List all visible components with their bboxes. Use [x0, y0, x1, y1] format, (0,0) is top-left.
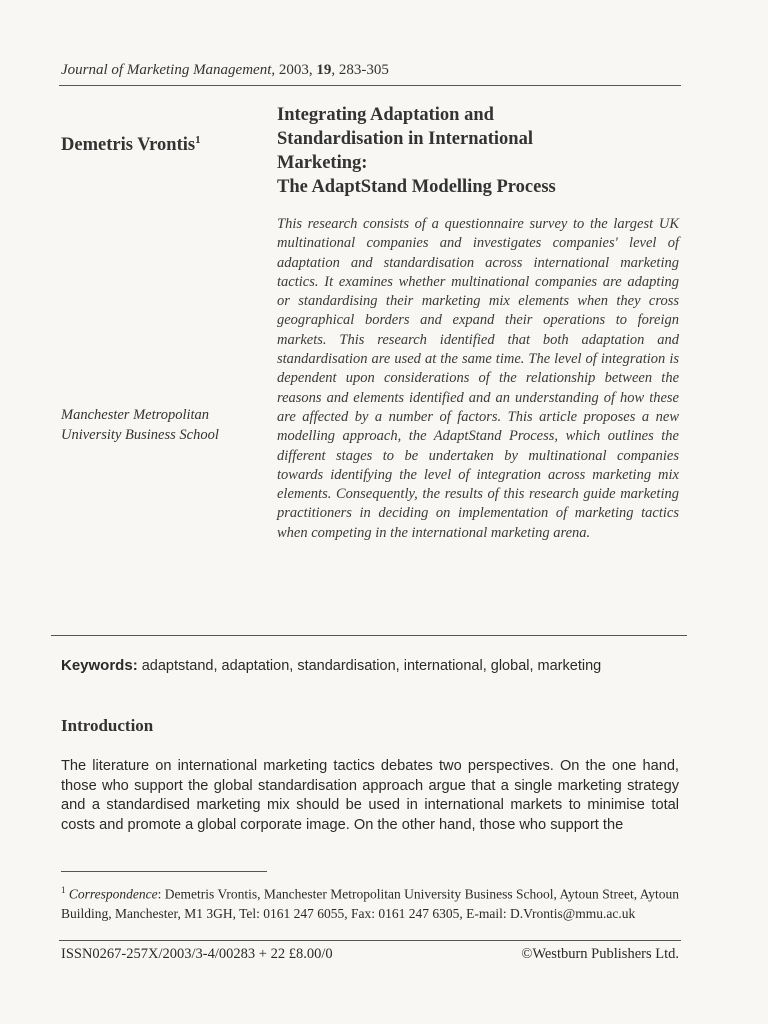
title-line: Marketing: [277, 153, 368, 173]
author-name: Demetris Vrontis$^1$ [61, 134, 201, 156]
footnote-rule [61, 871, 267, 872]
article-title [277, 103, 677, 199]
keywords [61, 656, 679, 676]
author-footnote-mark: 1 [195, 134, 201, 146]
title-line: Standardisation in International [277, 129, 533, 149]
journal-year: , 2003, [271, 62, 317, 78]
abstract: This research consists of a questionnaire survey to the largest UK multinational companies and investigates companies' level of adaptation and standardisation across international marketing tactics. It examines whether multinational companies are adapting or standardising their marketing mix elements when they cross geographical borders and expand their operations to foreign markets. This research identified that both adaptation and standardisation are used at the same time. The level of integration is dependent upon considerations of the relationship between the reasons and elements identified and an understanding of how these are affected by a number of factors. This article proposes a new modelling approach, the AdaptStand Process, which outlines the different stages to be undertaken by multinational companies towards identifying the level of integration across marketing mix elements. Consequently, the results of this research guide marketing practitioners in deciding on implementation of marketing tactics when competing in the international marketing arena. [277, 216, 679, 541]
journal-pages: , 283-305 [331, 62, 389, 78]
journal-volume: 19 [316, 62, 332, 78]
journal-citation [61, 62, 389, 79]
author-affiliation [61, 405, 219, 445]
affiliation-line: Manchester Metropolitan [61, 407, 210, 423]
footnote-text: : Demetris Vrontis, Manchester Metropolitan University Business School, Aytoun Street, Aytoun Building, Manchester, M1 3GH, Tel: 0161 247 6055, Fax: 0161 247 6305, E-mail: D.Vrontis@mmu.ac.uk [61, 886, 679, 921]
keywords-label: Keywords: [61, 657, 138, 674]
affiliation-line: University Business School [61, 427, 219, 443]
footer-rule [59, 940, 681, 941]
section-heading: Introduction [61, 716, 154, 735]
footnote-label: Correspondence [68, 886, 158, 902]
header-rule [59, 85, 681, 86]
journal-name: Journal of Marketing Management [61, 62, 272, 78]
abstract-rule [51, 635, 687, 636]
footnote [61, 881, 679, 923]
title-line: The AdaptStand Modelling Process [277, 177, 556, 197]
page-footer [61, 946, 679, 963]
title-line: Integrating Adaptation and [277, 105, 494, 125]
footnote-mark: 1 [61, 885, 66, 895]
keywords-list: adaptstand, adaptation, standardisation, international, global, marketing [141, 658, 602, 674]
introduction-text: The literature on international marketing tactics debates two perspectives. On the one hand, those who support the global standardisation approach argue that a single marketing strategy and a standardised marketing mix should be used in international markets to minimise total costs and promote a global corporate image. On the other hand, those who support the [61, 758, 679, 833]
publisher: ©Westburn Publishers Ltd. [521, 946, 679, 962]
issn-line: ISSN0267-257X/2003/3-4/00283 + 22 £8.00/0 [61, 946, 333, 962]
